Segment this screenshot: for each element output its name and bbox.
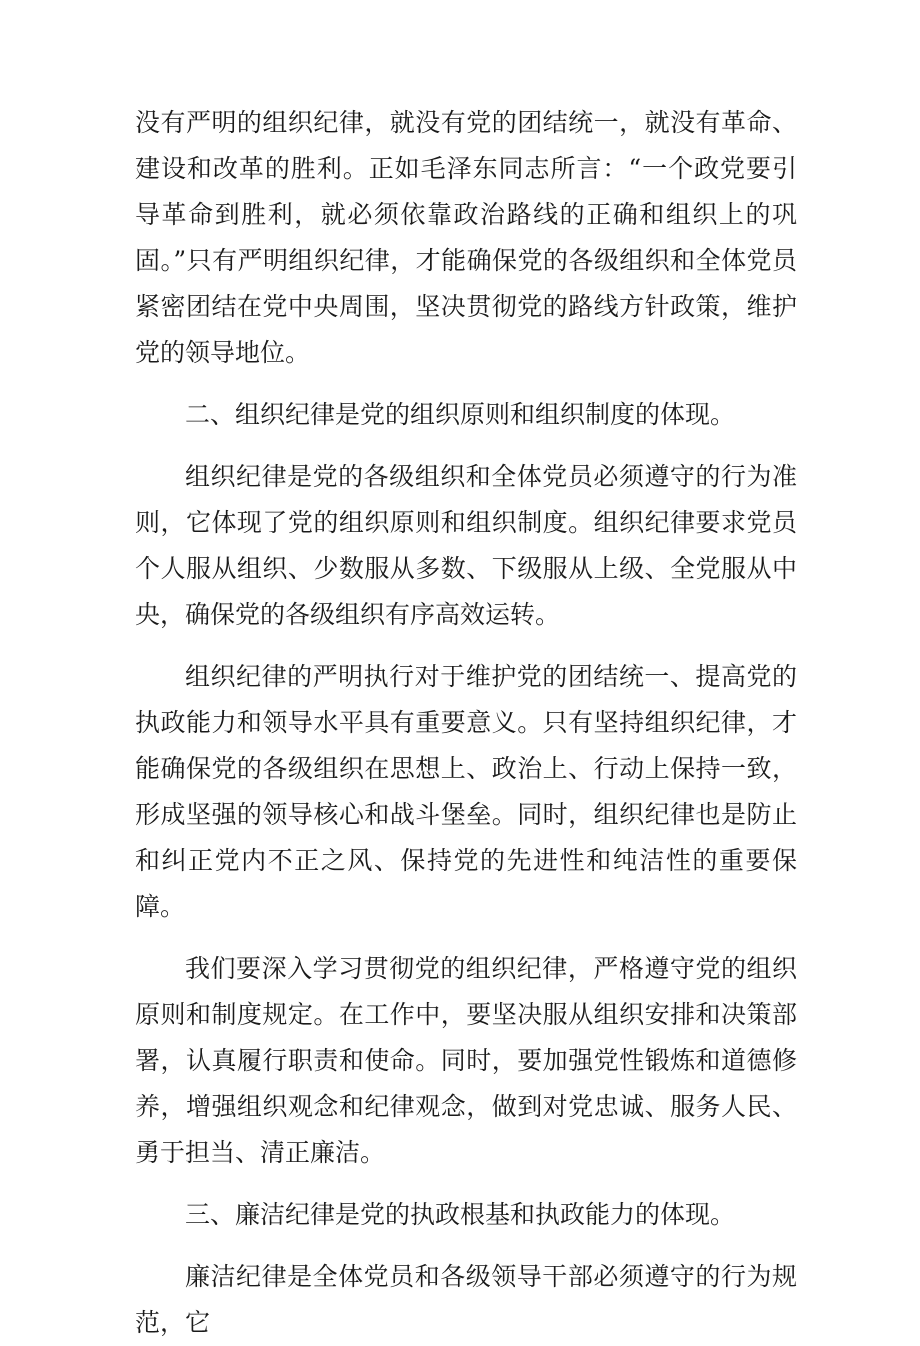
document-body (135, 100, 797, 1346)
paragraph-body: 组织纪律是党的各级组织和全体党员必须遵守的行为准则，它体现了党的组织原则和组织制度。组织纪律要求党员个人服从组织、少数服从多数、下级服从上级、全党服从中央，确保党的各级组织有序高效运转。 (135, 462, 797, 629)
section-heading-three: 三、廉洁纪律是党的执政根基和执政能力的体现。 (185, 1200, 736, 1229)
paragraph-body: 我们要深入学习贯彻党的组织纪律，严格遵守党的组织原则和制度规定。在工作中，要坚决服从组织安排和决策部署，认真履行职责和使命。同时，要加强党性锻炼和道德修养，增强组织观念和纪律观念，做到对党忠诚、服务人民、勇于担当、清正廉洁。 (135, 954, 797, 1167)
paragraph-continuation: 没有严明的组织纪律，就没有党的团结统一，就没有革命、建设和改革的胜利。正如毛泽东同志所言：“一个政党要引导革命到胜利，就必须依靠政治路线的正确和组织上的巩固。”只有严明组织纪律，才能确保党的各级组织和全体党员紧密团结在党中央周围，坚决贯彻党的路线方针政策，维护党的领导地位。 (135, 108, 797, 367)
paragraph-body: 组织纪律的严明执行对于维护党的团结统一、提高党的执政能力和领导水平具有重要意义。只有坚持组织纪律，才能确保党的各级组织在思想上、政治上、行动上保持一致，形成坚强的领导核心和战斗堡垒。同时，组织纪律也是防止和纠正党内不正之风、保持党的先进性和纯洁性的重要保障。 (135, 662, 797, 921)
section-heading-two: 二、组织纪律是党的组织原则和组织制度的体现。 (185, 400, 736, 429)
paragraph-body: 廉洁纪律是全体党员和各级领导干部必须遵守的行为规范，它 (135, 1262, 797, 1337)
